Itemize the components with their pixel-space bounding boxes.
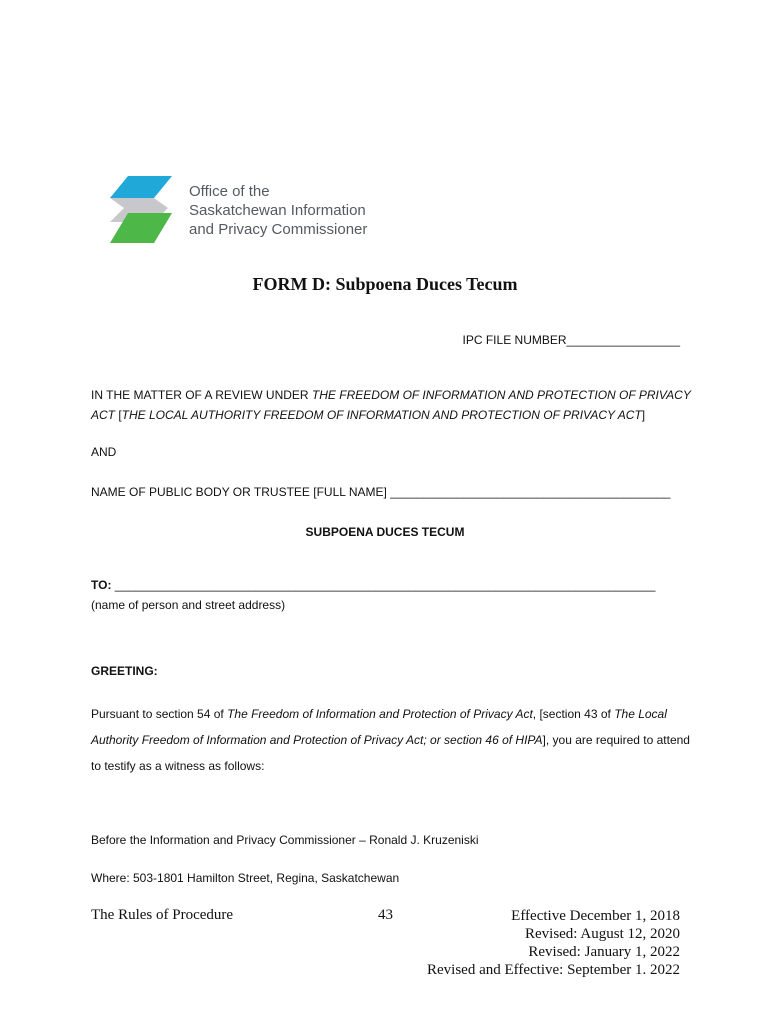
footer-revision-block — [427, 907, 680, 979]
matter-act-2: THE LOCAL AUTHORITY FREEDOM OF INFORMATION AND PROTECTION OF PRIVACY ACT — [121, 408, 642, 422]
pursuant-part-3: ], you are required to attend to testify as a witness as follows: — [91, 733, 690, 773]
public-body-field: NAME OF PUBLIC BODY OR TRUSTEE [FULL NAME] __________________________________________ — [91, 485, 671, 499]
logo-top-shape — [110, 176, 172, 198]
subpoena-heading: SUBPOENA DUCES TECUM — [305, 525, 465, 539]
to-label: TO: — [91, 578, 112, 592]
footer-page-number: 43 — [378, 907, 393, 923]
pursuant-part-1: Pursuant to section 54 of — [91, 707, 228, 721]
matter-bracket-open: [ — [115, 408, 122, 422]
to-hint: (name of person and street address) — [91, 598, 286, 612]
footer-document-name: The Rules of Procedure — [91, 907, 234, 923]
matter-act-1: THE FREEDOM OF INFORMATION AND PROTECTION OF PRIVACY ACT — [91, 388, 691, 422]
logo-mark-icon — [108, 176, 180, 246]
logo-line-1: Office of the — [189, 183, 270, 200]
logo-line-3: and Privacy Commissioner — [189, 221, 368, 238]
to-blank-line: _________________________________________________________________________________ — [111, 578, 656, 592]
footer-effective: Effective December 1, 2018 — [511, 908, 680, 924]
matter-prefix: IN THE MATTER OF A REVIEW UNDER — [91, 388, 312, 402]
ipc-file-number: IPC FILE NUMBER_________________ — [462, 333, 680, 347]
pursuant-part-2: , [section 43 of — [532, 707, 615, 721]
before-line: Before the Information and Privacy Commissioner – Ronald J. Kruzeniski — [91, 833, 479, 847]
pursuant-paragraph — [91, 701, 691, 779]
and-text: AND — [91, 445, 117, 459]
to-field — [91, 578, 655, 592]
greeting-heading: GREETING: — [91, 664, 158, 678]
matter-paragraph — [91, 385, 691, 425]
pursuant-act-2: The Local Authority Freedom of Information and Protection of Privacy Act; or section 46 of HIPA — [91, 707, 667, 747]
matter-bracket-close: ] — [641, 408, 646, 422]
footer-revised-3: Revised and Effective: September 1. 2022 — [427, 962, 680, 978]
pursuant-act-1: The Freedom of Information and Protection of Privacy Act — [227, 707, 533, 721]
footer-revised-2: Revised: January 1, 2022 — [528, 944, 680, 960]
where-line: Where: 503-1801 Hamilton Street, Regina, Saskatchewan — [91, 871, 400, 885]
logo-text — [189, 182, 367, 239]
form-title: FORM D: Subpoena Duces Tecum — [252, 274, 518, 294]
commissioner-logo — [108, 176, 368, 246]
footer-revised-1: Revised: August 12, 2020 — [524, 926, 680, 942]
logo-line-2: Saskatchewan Information — [189, 202, 366, 219]
